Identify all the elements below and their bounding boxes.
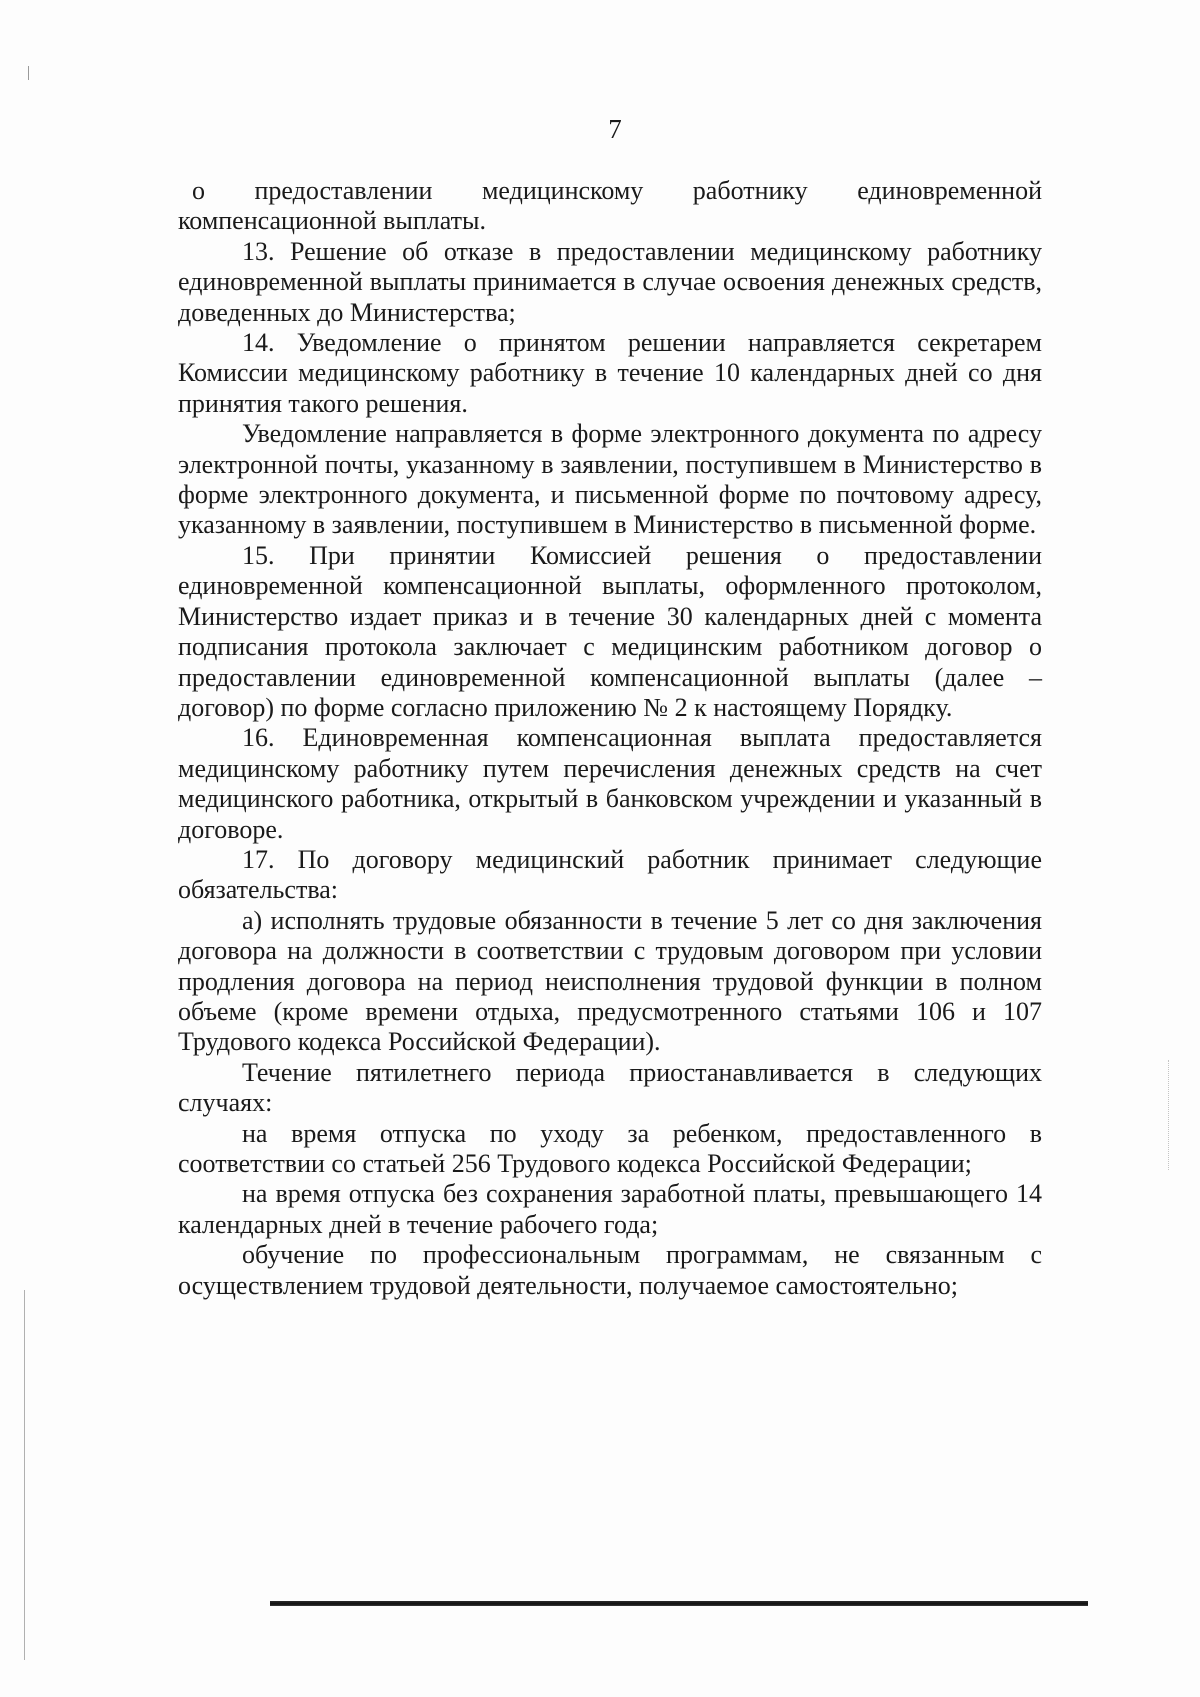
scan-artifact-mark xyxy=(28,66,29,80)
paragraph-item-16: 16. Единовременная компенсационная выплата предоставляется медицинскому работнику путем перечисления денежных средств на счет медицинского работника, открытый в банковском учреждении и указанный в договоре. xyxy=(178,723,1042,844)
paragraph-notice-form: Уведомление направляется в форме электронного документа по адресу электронной почты, указанному в заявлении, поступившем в Министерство в форме электронного документа, и письменной форме по почтовому адресу, указанному в заявлении, поступившем в Министерство в письменной форме. xyxy=(178,419,1042,540)
paragraph-item-17: 17. По договору медицинский работник принимает следующие обязательства: xyxy=(178,844,1042,905)
paragraph-item-15: 15. При принятии Комиссией решения о предоставлении единовременной компенсационной выплаты, оформленного протоколом, Министерство издает приказ и в течение 30 календарных дней с момента подписания протокола заключает с медицинским работником договор о предоставлении единовременной компенсационной выплаты (далее – договор) по форме согласно приложению № 2 к настоящему Порядку. xyxy=(178,540,1042,722)
paragraph-case-training: обучение по профессиональным программам, не связанным с осуществлением трудовой деятельности, получаемое самостоятельно; xyxy=(178,1240,1042,1300)
scan-artifact-dots xyxy=(1168,1060,1170,1170)
document-body xyxy=(178,176,1042,1301)
paragraph-suspension: Течение пятилетнего периода приостанавливается в следующих случаях: xyxy=(178,1057,1042,1118)
bottom-scan-rule xyxy=(270,1601,1088,1606)
paragraph-item-17a: а) исполнять трудовые обязанности в течение 5 лет со дня заключения договора на должности в соответствии с трудовым договором при условии продления договора на период неисполнения трудовой функции в полном объеме (кроме времени отдыха, предусмотренного статьями 106 и 107 Трудового кодекса Российской Федерации). xyxy=(178,905,1042,1057)
paragraph-item-14: 14. Уведомление о принятом решении направляется секретарем Комиссии медицинскому работнику в течение 10 календарных дней со дня принятия такого решения. xyxy=(178,328,1042,418)
paragraph-continuation: о предоставлении медицинскому работнику единовременной компенсационной выплаты. xyxy=(178,176,1042,236)
scan-artifact-edge xyxy=(24,1290,25,1660)
page-number: 7 xyxy=(608,114,622,144)
paragraph-case-unpaid-leave: на время отпуска без сохранения заработной платы, превышающего 14 календарных дней в течение рабочего года; xyxy=(178,1179,1042,1239)
paragraph-item-13: 13. Решение об отказе в предоставлении медицинскому работнику единовременной выплаты принимается в случае освоения денежных средств, доведенных до Министерства; xyxy=(178,236,1042,327)
paragraph-case-childcare: на время отпуска по уходу за ребенком, предоставленного в соответствии со статьей 256 Трудового кодекса Российской Федерации; xyxy=(178,1118,1042,1178)
